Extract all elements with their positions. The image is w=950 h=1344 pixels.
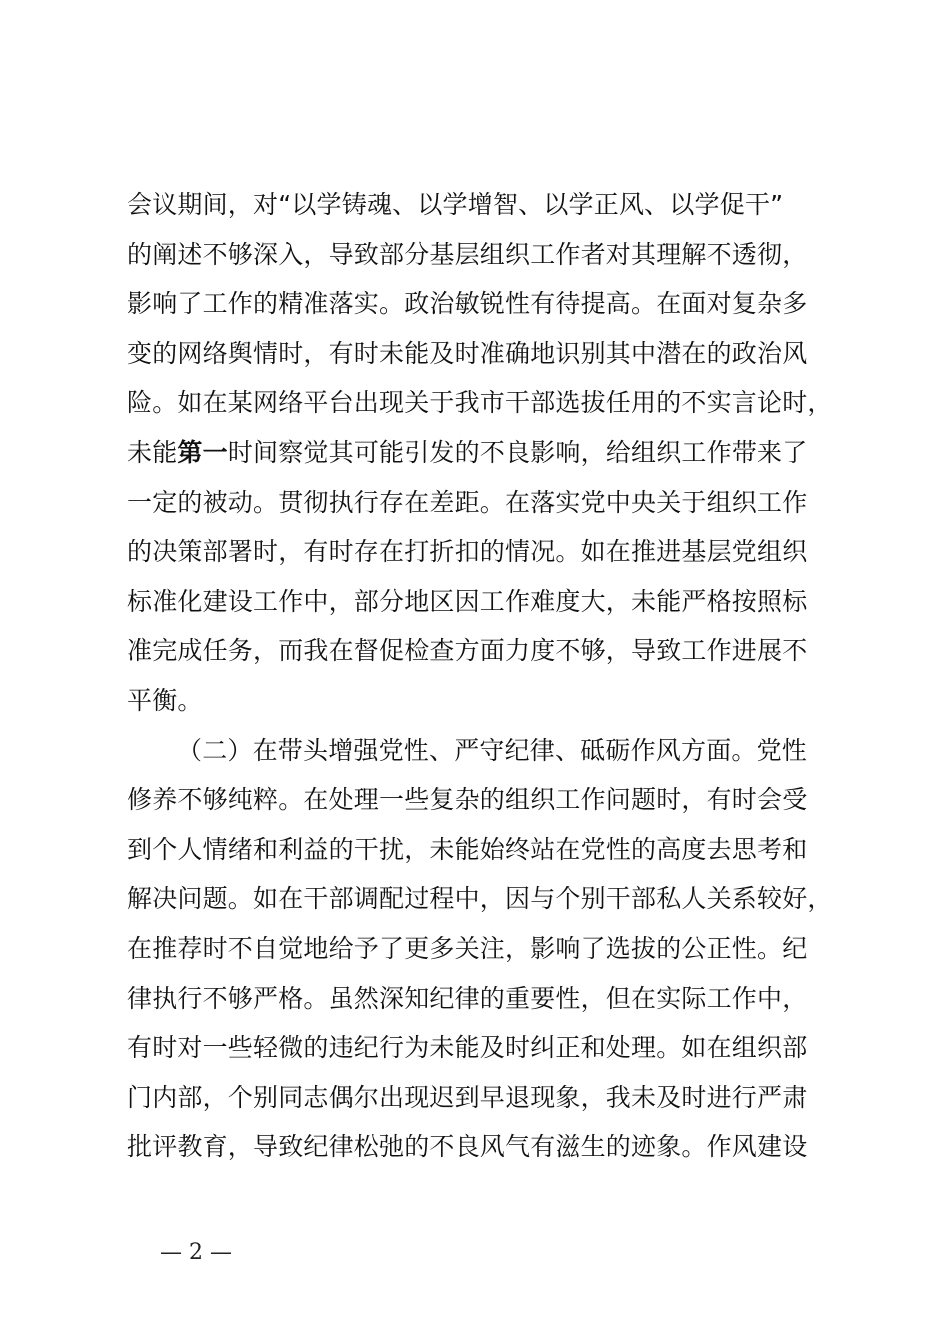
text-line: 修养不够纯粹。在处理一些复杂的组织工作问题时，有时会受: [127, 785, 808, 815]
text-segment: 未能: [127, 437, 178, 467]
text-line: 门内部，个别同志偶尔出现迟到早退现象，我未及时进行严肃: [127, 1082, 808, 1112]
text-line: [127, 428, 837, 478]
body-text: [127, 180, 837, 1172]
text-line: 准完成任务，而我在督促检查方面力度不够，导致工作进展不: [127, 636, 808, 666]
text-line: 有时对一些轻微的违纪行为未能及时纠正和处理。如在组织部: [127, 1033, 808, 1063]
text-line: 律执行不够严格。虽然深知纪律的重要性，但在实际工作中，: [127, 983, 808, 1013]
bold-text: 第一: [177, 437, 228, 467]
text-line: 的决策部署时，有时存在打折扣的情况。如在推进基层党组织: [127, 537, 808, 567]
page-number: — 2 —: [160, 1240, 232, 1265]
text-line: 到个人情绪和利益的干扰，未能始终站在党性的高度去思考和: [127, 834, 808, 864]
section-heading-line: （二）在带头增强党性、严守纪律、砥砺作风方面。党性: [177, 735, 808, 765]
text-line: 在推荐时不自觉地给予了更多关注，影响了选拔的公正性。纪: [127, 933, 808, 963]
text-line: 的阐述不够深入，导致部分基层组织工作者对其理解不透彻，: [127, 239, 808, 269]
text-line: 平衡。: [127, 685, 203, 715]
text-line: 一定的被动。贯彻执行存在差距。在落实党中央关于组织工作: [127, 487, 808, 517]
text-line: 解决问题。如在干部调配过程中，因与个别干部私人关系较好，: [127, 884, 833, 914]
text-line: 变的网络舆情时，有时未能及时准确地识别其中潜在的政治风: [127, 338, 808, 368]
text-segment: 时间察觉其可能引发的不良影响，给组织工作带来了: [227, 437, 808, 467]
text-line: 影响了工作的精准落实。政治敏锐性有待提高。在面对复杂多: [127, 289, 808, 319]
text-line: 批评教育，导致纪律松弛的不良风气有滋生的迹象。作风建设: [127, 1132, 808, 1162]
text-line: 险。如在某网络平台出现关于我市干部选拔任用的不实言论时，: [127, 388, 833, 418]
text-line: 标准化建设工作中，部分地区因工作难度大，未能严格按照标: [127, 586, 808, 616]
text-line: 会议期间，对“以学铸魂、以学增智、以学正风、以学促干”: [127, 190, 784, 219]
